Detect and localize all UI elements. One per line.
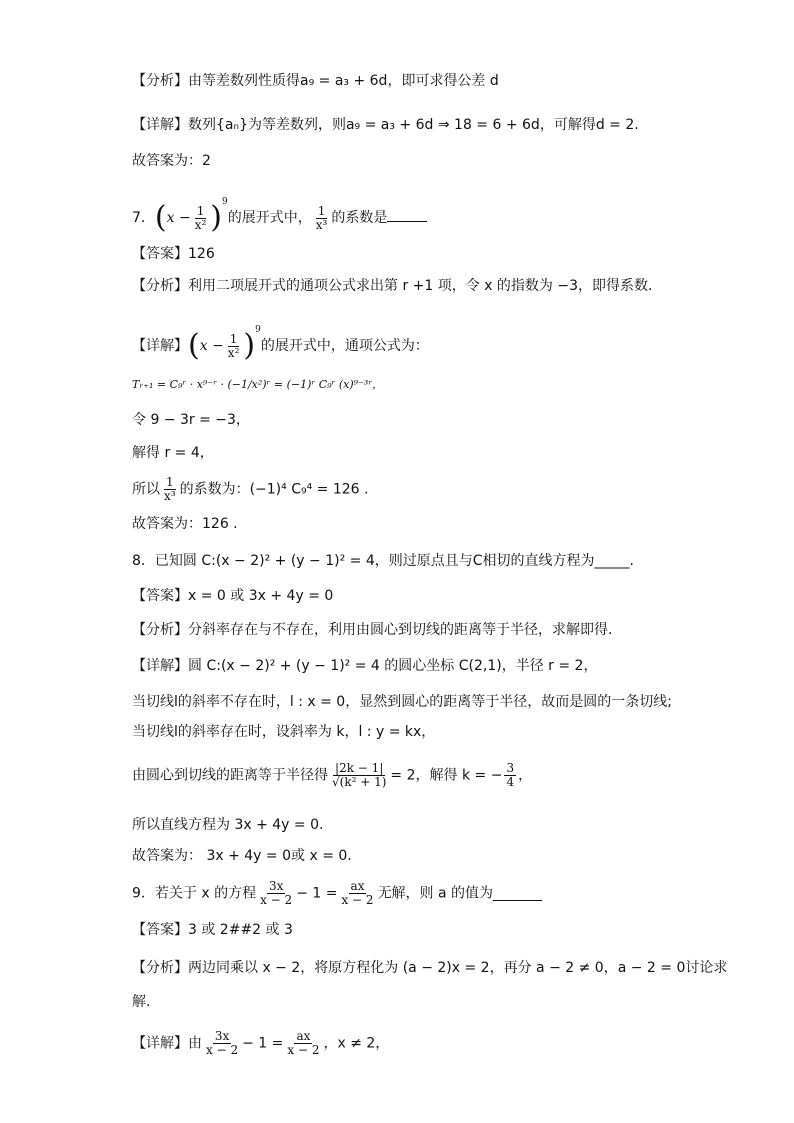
q7-exp: 9 [222, 197, 228, 207]
case-1: 当切线l的斜率不存在时，l : x = 0，显然到圆心的距离等于半径，故而是圆的一条切线; [132, 694, 672, 710]
question-7: 7．(x − $\frac{1}{\text{x²}}$ )$^9$的展开式中， $\frac{1}{\text{x³}}$ 的系数是 [132, 192, 427, 233]
q7-number: 7． [132, 210, 155, 226]
distance-frac: $\frac{|2k - 1|}{\text{√(k² + 1)}}$ [332, 761, 387, 789]
distance-line: 由圆心到切线的距离等于半径得 $\frac{|2k - 1|}{\text{√(k² + 1)}}$ = 2，解得 k = − $\frac{3}{4}$ ， [132, 761, 533, 789]
detail-6: 【详解】数列{aₙ}为等差数列，则a₉ = a₃ + 6d ⇒ 18 = 6 + 6d，可解得d = 2. [132, 117, 639, 133]
answer-8: 【答案】x = 0 或 3x + 4y = 0 [132, 588, 334, 604]
case-2: 当切线l的斜率存在时，设斜率为 k，l : y = kx， [132, 724, 436, 740]
analysis-9: 【分析】两边同乘以 x − 2，将原方程化为 (a − 2)x = 2，再分 a − 2 ≠ 0，a − 2 = 0讨论求 [132, 960, 728, 976]
q7-frac: $\frac{1}{\text{x²}}$ [194, 203, 207, 232]
detail-7: 【详解】(x − $\frac{1}{\text{x²}}$ )$^9$的展开式中，通项公式为： [132, 325, 429, 363]
analysis-8: 【分析】分斜率存在与不存在，利用由圆心到切线的距离等于半径，求解即得. [132, 622, 613, 638]
analysis-7: 【分析】利用二项展开式的通项公式求出第 r +1 项，令 x 的指数为 −3，即得系数. [132, 278, 653, 294]
solve-line: 解得 r = 4， [132, 445, 214, 461]
answer-7: 【答案】126 [132, 246, 215, 262]
question-8: 8．已知圆 C:(x − 2)² + (y − 1)² = 4，则过原点且与C相切的直线方程为_____. [132, 553, 634, 569]
detail-8: 【详解】圆 C:(x − 2)² + (y − 1)² = 4 的圆心坐标 C(2,1)，半径 r = 2， [132, 658, 598, 674]
detail-9: 【详解】由 $\frac{3x}{x - 2}$ − 1 = $\frac{ax}{x - 2}$ ，x ≠ 2， [132, 1029, 390, 1057]
general-term: Tᵣ₊₁ = C₉ʳ · x⁹⁻ʳ · (−1/x²)ʳ = (−1)ʳ C₉ʳ (x)⁹⁻³ʳ， [132, 378, 384, 391]
answer-6: 故答案为：2 [132, 153, 211, 169]
q7-blank [387, 207, 427, 222]
q7-frac2: $\frac{1}{\text{x³}}$ [315, 203, 328, 232]
answer-9: 【答案】3 或 2##2 或 3 [132, 922, 293, 938]
let-line: 令 9 − 3r = −3， [132, 412, 250, 428]
answer-7-final: 故答案为：126 . [132, 516, 238, 532]
coef-line: 所以 $\frac{1}{\text{x³}}$ 的系数为：(−1)⁴ C₉⁴ = 126 . [132, 475, 369, 503]
question-9: 9．若关于 x 的方程 $\frac{3x}{x - 2}$ − 1 = $\frac{ax}{x - 2}$ 无解，则 a 的值为_______ [132, 879, 543, 907]
result-8: 所以直线方程为 3x + 4y = 0. [132, 817, 324, 833]
analysis-9-cont: 解. [132, 994, 151, 1010]
analysis-6: 【分析】由等差数列性质得a₉ = a₃ + 6d，即可求得公差 d [132, 73, 499, 89]
q7-x: x − [166, 210, 191, 226]
answer-8-final: 故答案为： 3x + 4y = 0或 x = 0. [132, 848, 352, 864]
